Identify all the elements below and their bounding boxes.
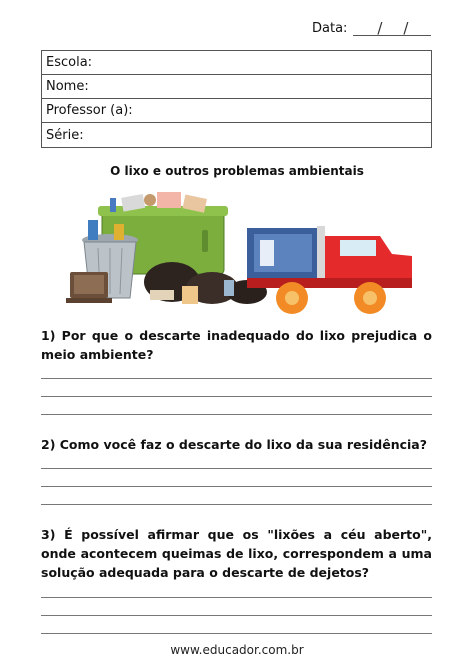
question-2: 2) Como você faz o descarte do lixo da sua residência? [41,437,427,452]
info-label-teacher: Professor (a): [46,103,133,118]
footer-website: www.educador.com.br [170,643,304,657]
answer-line[interactable] [41,379,432,397]
garbage-truck-illustration [62,190,414,318]
worksheet-title: O lixo e outros problemas ambientais [110,164,364,178]
answer-line[interactable] [41,598,432,616]
answer-lines-3[interactable] [41,580,432,634]
date-label: Data: [312,21,348,36]
date-field [312,21,431,36]
info-row-name[interactable] [42,75,431,99]
answer-line[interactable] [41,487,432,505]
date-separator-2: / [403,19,409,37]
info-row-grade[interactable] [42,123,431,147]
question-3: 3) É possível afirmar que os "lixões a céu aberto", onde acontecem queimas de lixo, correspondem a uma solução adequada para o descarte de dejetos? [41,527,432,580]
answer-line[interactable] [41,580,432,598]
answer-line[interactable] [41,397,432,415]
answer-line[interactable] [41,616,432,634]
question-1: 1) Por que o descarte inadequado do lixo prejudica o meio ambiente? [41,328,432,362]
answer-line[interactable] [41,451,432,469]
answer-lines-1[interactable] [41,361,432,415]
answer-line[interactable] [41,361,432,379]
info-label-name: Nome: [46,79,89,94]
date-separator-1: / [377,19,383,37]
student-info-table [41,50,432,148]
answer-line[interactable] [41,469,432,487]
truck-icon [247,226,412,314]
info-row-teacher[interactable] [42,99,431,123]
laptop-icon [66,272,112,303]
info-label-grade: Série: [46,127,84,143]
date-input-line[interactable] [353,21,431,36]
info-row-school[interactable] [42,51,431,75]
info-label-school: Escola: [46,55,93,70]
answer-lines-2[interactable] [41,451,432,505]
